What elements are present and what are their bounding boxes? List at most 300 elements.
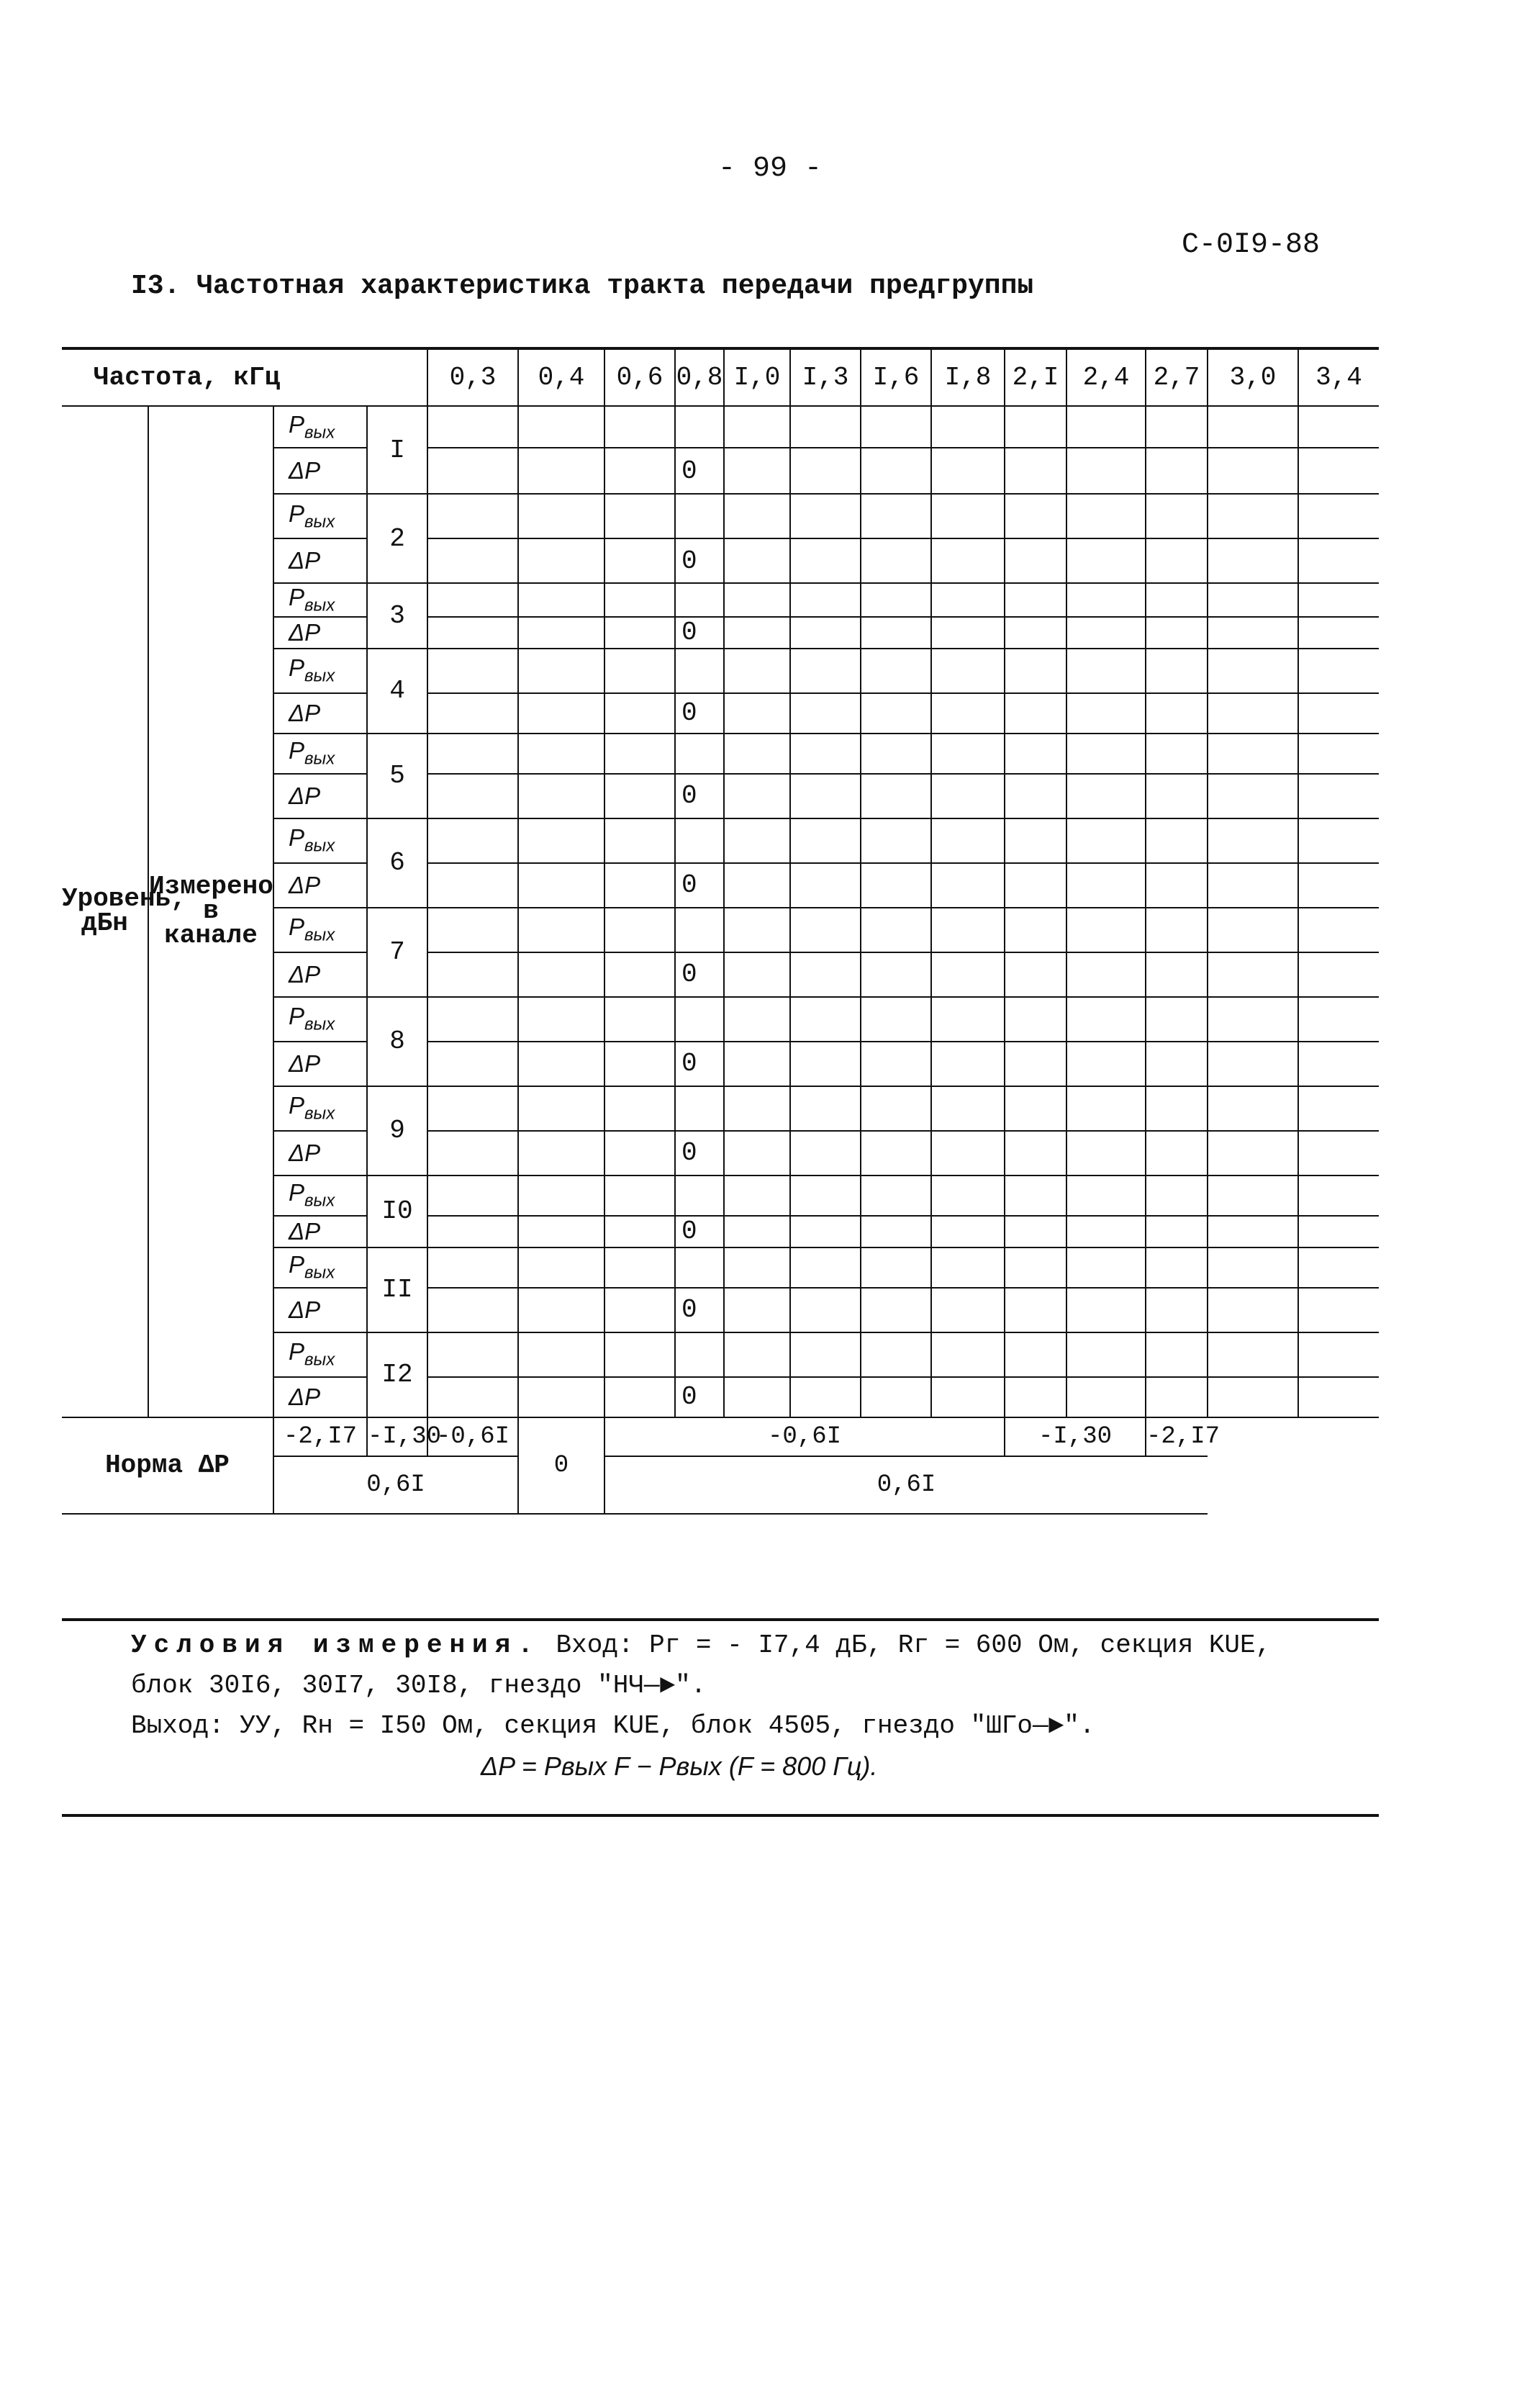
value-cell — [724, 494, 790, 538]
value-cell — [518, 1216, 604, 1247]
value-cell — [1066, 617, 1146, 649]
value-cell — [1208, 1216, 1298, 1247]
reference-zero: 0 — [675, 1288, 724, 1332]
value-cell — [1208, 1042, 1298, 1086]
value-cell — [931, 583, 1005, 617]
value-cell — [724, 583, 790, 617]
value-cell — [1005, 818, 1066, 863]
value-cell — [604, 1086, 675, 1131]
value-cell — [1005, 538, 1066, 583]
value-cell — [518, 774, 604, 818]
value-cell — [1066, 494, 1146, 538]
norm-label: Норма ΔP — [62, 1417, 273, 1514]
value-cell — [931, 693, 1005, 734]
value-cell — [790, 1216, 861, 1247]
reference-zero: 0 — [675, 448, 724, 494]
value-cell — [1146, 1176, 1208, 1216]
value-cell — [1005, 494, 1066, 538]
value-cell — [724, 406, 790, 448]
frequency-cell: I,0 — [724, 350, 790, 406]
value-cell — [1005, 863, 1066, 908]
param-delta-p: ΔP — [273, 1288, 367, 1332]
value-cell — [1298, 1216, 1379, 1247]
value-cell — [931, 734, 1005, 774]
value-cell — [1208, 617, 1298, 649]
value-cell — [604, 997, 675, 1042]
param-subscript: вых — [304, 512, 335, 532]
value-cell — [1146, 583, 1208, 617]
value-cell — [861, 1377, 931, 1417]
value-cell — [675, 1332, 724, 1377]
value-cell — [427, 1176, 518, 1216]
value-cell — [1298, 583, 1379, 617]
value-cell — [861, 1042, 931, 1086]
value-cell — [931, 494, 1005, 538]
value-cell — [1005, 1176, 1066, 1216]
param-symbol: P — [289, 500, 305, 527]
value-cell — [427, 1377, 518, 1417]
param-delta-p: ΔP — [273, 1042, 367, 1086]
value-cell — [790, 448, 861, 494]
frequency-cell: I,8 — [931, 350, 1005, 406]
param-delta-p: ΔP — [273, 774, 367, 818]
measured-label: Измерено в канале — [148, 406, 273, 1417]
value-cell — [931, 1086, 1005, 1131]
value-cell — [1066, 649, 1146, 693]
value-cell — [790, 538, 861, 583]
norm-row — [62, 1417, 1379, 1456]
value-cell — [1146, 952, 1208, 997]
value-cell — [427, 952, 518, 997]
value-cell — [1298, 693, 1379, 734]
value-cell — [861, 406, 931, 448]
value-cell — [518, 649, 604, 693]
value-cell — [1066, 1332, 1146, 1377]
norm-value: -2,I7 — [1146, 1417, 1208, 1456]
value-cell — [724, 448, 790, 494]
value-cell — [1208, 693, 1298, 734]
value-cell — [861, 863, 931, 908]
value-cell — [675, 406, 724, 448]
value-cell — [724, 1216, 790, 1247]
value-cell — [1066, 818, 1146, 863]
value-cell — [931, 1288, 1005, 1332]
value-cell — [1298, 952, 1379, 997]
value-cell — [604, 952, 675, 997]
frequency-cell: 2,7 — [1146, 350, 1208, 406]
value-cell — [1208, 406, 1298, 448]
value-cell — [604, 1042, 675, 1086]
value-cell — [931, 863, 1005, 908]
value-cell — [427, 997, 518, 1042]
value-cell — [931, 1377, 1005, 1417]
reference-zero: 0 — [675, 952, 724, 997]
value-cell — [724, 1332, 790, 1377]
value-cell — [1005, 649, 1066, 693]
value-cell — [724, 617, 790, 649]
value-cell — [861, 494, 931, 538]
value-cell — [1298, 734, 1379, 774]
value-cell — [931, 406, 1005, 448]
conditions-line-2: блок 30I6, 30I7, 30I8, гнездо "НЧ—►". — [131, 1671, 707, 1700]
value-cell — [1146, 774, 1208, 818]
value-cell — [518, 1086, 604, 1131]
param-symbol: P — [289, 654, 305, 682]
value-cell — [427, 1332, 518, 1377]
value-cell — [1005, 583, 1066, 617]
conditions-line-3: Выход: УУ, Rн = I50 Ом, секция KUE, блок 4505, гнездо "ШГо—►". — [131, 1711, 1095, 1741]
tolerance-value: 0,6I — [604, 1456, 1208, 1514]
value-cell — [1005, 406, 1066, 448]
value-cell — [675, 583, 724, 617]
value-cell — [427, 1288, 518, 1332]
param-p-out — [273, 1086, 367, 1131]
param-subscript: вых — [304, 749, 335, 769]
channel-number: I — [367, 406, 427, 494]
value-cell — [790, 583, 861, 617]
value-cell — [1066, 1288, 1146, 1332]
value-cell — [1208, 1377, 1298, 1417]
value-cell — [604, 1247, 675, 1288]
param-symbol: P — [289, 737, 305, 764]
value-cell — [427, 538, 518, 583]
value-cell — [1298, 774, 1379, 818]
value-cell — [604, 1332, 675, 1377]
value-cell — [427, 406, 518, 448]
value-cell — [931, 908, 1005, 952]
value-cell — [790, 863, 861, 908]
value-cell — [790, 1377, 861, 1417]
conditions-input: Вход: Pг = - I7,4 дБ, Rг = 600 Ом, секция KUE, — [556, 1630, 1272, 1660]
value-cell — [724, 1131, 790, 1176]
value-cell — [1066, 1247, 1146, 1288]
value-cell — [1298, 1377, 1379, 1417]
value-cell — [675, 649, 724, 693]
value-cell — [1005, 448, 1066, 494]
value-cell — [427, 1247, 518, 1288]
param-delta-p: ΔP — [273, 952, 367, 997]
value-cell — [427, 1131, 518, 1176]
param-p-out — [273, 649, 367, 693]
value-cell — [604, 908, 675, 952]
value-cell — [861, 818, 931, 863]
value-cell — [427, 818, 518, 863]
value-cell — [1005, 952, 1066, 997]
value-cell — [1146, 734, 1208, 774]
value-cell — [1298, 448, 1379, 494]
channel-number: 9 — [367, 1086, 427, 1176]
value-cell — [1146, 1247, 1208, 1288]
value-cell — [724, 1176, 790, 1216]
value-cell — [1208, 774, 1298, 818]
reference-zero: 0 — [675, 863, 724, 908]
value-cell — [861, 734, 931, 774]
value-cell — [861, 448, 931, 494]
value-cell — [1146, 863, 1208, 908]
reference-zero: 0 — [675, 1042, 724, 1086]
value-cell — [1066, 1216, 1146, 1247]
channel-number: I0 — [367, 1176, 427, 1247]
value-cell — [1208, 818, 1298, 863]
value-cell — [518, 617, 604, 649]
reference-zero: 0 — [675, 1131, 724, 1176]
value-cell — [604, 448, 675, 494]
param-delta-p: ΔP — [273, 863, 367, 908]
value-cell — [675, 908, 724, 952]
value-cell — [1066, 734, 1146, 774]
table-row — [62, 406, 1379, 448]
frequency-cell: 3,0 — [1208, 350, 1298, 406]
value-cell — [790, 1332, 861, 1377]
value-cell — [861, 908, 931, 952]
value-cell — [427, 1216, 518, 1247]
value-cell — [790, 494, 861, 538]
value-cell — [518, 818, 604, 863]
value-cell — [675, 1086, 724, 1131]
value-cell — [1208, 538, 1298, 583]
channel-number: 8 — [367, 997, 427, 1086]
value-cell — [1005, 1332, 1066, 1377]
value-cell — [724, 734, 790, 774]
param-p-out — [273, 818, 367, 863]
value-cell — [518, 1377, 604, 1417]
param-p-out — [273, 1176, 367, 1216]
norm-value: -0,6I — [427, 1417, 518, 1456]
value-cell — [518, 448, 604, 494]
value-cell — [724, 997, 790, 1042]
param-symbol: P — [289, 1338, 305, 1366]
param-subscript: вых — [304, 1191, 335, 1211]
value-cell — [604, 649, 675, 693]
value-cell — [931, 649, 1005, 693]
value-cell — [518, 494, 604, 538]
value-cell — [1208, 908, 1298, 952]
value-cell — [604, 1288, 675, 1332]
value-cell — [931, 1042, 1005, 1086]
value-cell — [724, 1288, 790, 1332]
value-cell — [604, 494, 675, 538]
value-cell — [604, 734, 675, 774]
param-symbol: P — [289, 1251, 305, 1278]
value-cell — [604, 538, 675, 583]
value-cell — [604, 1176, 675, 1216]
param-symbol: P — [289, 584, 305, 610]
norm-reference-zero: 0 — [518, 1417, 604, 1514]
value-cell — [427, 863, 518, 908]
frequency-header: Частота, кГц — [62, 350, 427, 406]
value-cell — [604, 774, 675, 818]
value-cell — [790, 1247, 861, 1288]
value-cell — [1066, 1086, 1146, 1131]
value-cell — [1005, 734, 1066, 774]
param-delta-p: ΔP — [273, 448, 367, 494]
value-cell — [724, 1377, 790, 1417]
param-symbol: P — [289, 1003, 305, 1030]
value-cell — [790, 1288, 861, 1332]
param-p-out — [273, 406, 367, 448]
value-cell — [518, 863, 604, 908]
value-cell — [724, 1086, 790, 1131]
value-cell — [1066, 406, 1146, 448]
value-cell — [518, 583, 604, 617]
channel-number: 4 — [367, 649, 427, 734]
value-cell — [1146, 649, 1208, 693]
value-cell — [518, 1247, 604, 1288]
value-cell — [1146, 406, 1208, 448]
frequency-cell: 2,I — [1005, 350, 1066, 406]
value-cell — [1298, 538, 1379, 583]
value-cell — [1005, 774, 1066, 818]
value-cell — [1005, 1131, 1066, 1176]
frequency-cell: 0,4 — [518, 350, 604, 406]
reference-zero: 0 — [675, 1216, 724, 1247]
channel-number: 6 — [367, 818, 427, 908]
value-cell — [931, 1247, 1005, 1288]
value-cell — [1208, 583, 1298, 617]
value-cell — [861, 538, 931, 583]
value-cell — [1146, 448, 1208, 494]
channel-number: II — [367, 1247, 427, 1332]
value-cell — [861, 1332, 931, 1377]
value-cell — [1298, 494, 1379, 538]
param-subscript: вых — [304, 1263, 335, 1283]
channel-number: 2 — [367, 494, 427, 583]
value-cell — [1208, 1086, 1298, 1131]
value-cell — [861, 774, 931, 818]
param-delta-p: ΔP — [273, 1216, 367, 1247]
value-cell — [675, 734, 724, 774]
value-cell — [1208, 448, 1298, 494]
value-cell — [1146, 1086, 1208, 1131]
value-cell — [1005, 1216, 1066, 1247]
value-cell — [1298, 1042, 1379, 1086]
value-cell — [724, 693, 790, 734]
value-cell — [604, 1216, 675, 1247]
reference-zero: 0 — [675, 538, 724, 583]
param-symbol: P — [289, 824, 305, 852]
value-cell — [518, 693, 604, 734]
frequency-response-table — [62, 350, 1379, 1515]
value-cell — [861, 583, 931, 617]
value-cell — [861, 1247, 931, 1288]
value-cell — [1005, 1288, 1066, 1332]
value-cell — [790, 1176, 861, 1216]
value-cell — [790, 649, 861, 693]
value-cell — [1298, 997, 1379, 1042]
value-cell — [931, 952, 1005, 997]
value-cell — [724, 1042, 790, 1086]
value-cell — [427, 734, 518, 774]
value-cell — [861, 617, 931, 649]
value-cell — [1066, 1176, 1146, 1216]
value-cell — [1005, 1042, 1066, 1086]
value-cell — [790, 1086, 861, 1131]
value-cell — [790, 693, 861, 734]
value-cell — [1298, 863, 1379, 908]
channel-number: I2 — [367, 1332, 427, 1417]
value-cell — [518, 1176, 604, 1216]
value-cell — [1146, 908, 1208, 952]
value-cell — [931, 1216, 1005, 1247]
value-cell — [427, 1086, 518, 1131]
tolerance-value: 0,6I — [273, 1456, 518, 1514]
value-cell — [1208, 734, 1298, 774]
table-title: I3. Частотная характеристика тракта передачи предгруппы — [131, 271, 1034, 302]
norm-value: -I,30 — [367, 1417, 427, 1456]
param-p-out — [273, 997, 367, 1042]
value-cell — [1208, 494, 1298, 538]
param-delta-p: ΔP — [273, 1131, 367, 1176]
value-cell — [790, 617, 861, 649]
value-cell — [518, 997, 604, 1042]
param-p-out — [273, 583, 367, 617]
value-cell — [1208, 1288, 1298, 1332]
value-cell — [1298, 1176, 1379, 1216]
value-cell — [427, 774, 518, 818]
norm-value: -2,I7 — [273, 1417, 367, 1456]
value-cell — [724, 649, 790, 693]
frequency-cell: I,6 — [861, 350, 931, 406]
value-cell — [518, 734, 604, 774]
value-cell — [1146, 818, 1208, 863]
header-row — [62, 350, 1379, 406]
value-cell — [518, 1042, 604, 1086]
value-cell — [604, 617, 675, 649]
value-cell — [1005, 908, 1066, 952]
conditions-heading: Условия измерения. — [131, 1630, 540, 1660]
value-cell — [790, 908, 861, 952]
conditions-line-1 — [131, 1625, 1369, 1666]
value-cell — [931, 448, 1005, 494]
value-cell — [604, 406, 675, 448]
value-cell — [1146, 693, 1208, 734]
value-cell — [1005, 997, 1066, 1042]
value-cell — [1066, 908, 1146, 952]
value-cell — [790, 952, 861, 997]
value-cell — [1005, 1247, 1066, 1288]
measurement-conditions — [131, 1625, 1369, 1787]
value-cell — [1146, 1288, 1208, 1332]
value-cell — [790, 774, 861, 818]
value-cell — [861, 693, 931, 734]
value-cell — [427, 494, 518, 538]
param-subscript: вых — [304, 925, 335, 945]
value-cell — [1005, 1377, 1066, 1417]
channel-number: 7 — [367, 908, 427, 997]
value-cell — [861, 1131, 931, 1176]
value-cell — [1208, 1176, 1298, 1216]
param-delta-p: ΔP — [273, 693, 367, 734]
page-number: - 99 - — [717, 153, 823, 185]
frequency-cell: 2,4 — [1066, 350, 1146, 406]
document-id: С-0I9-88 — [1182, 229, 1321, 261]
value-cell — [1066, 1042, 1146, 1086]
value-cell — [861, 1216, 931, 1247]
value-cell — [1146, 1131, 1208, 1176]
reference-zero: 0 — [675, 774, 724, 818]
value-cell — [1066, 538, 1146, 583]
page-bottom-rule — [62, 1814, 1379, 1817]
value-cell — [724, 863, 790, 908]
param-p-out — [273, 1247, 367, 1288]
value-cell — [790, 734, 861, 774]
value-cell — [1146, 1332, 1208, 1377]
reference-zero: 0 — [675, 1377, 724, 1417]
value-cell — [790, 997, 861, 1042]
value-cell — [931, 617, 1005, 649]
value-cell — [1146, 1042, 1208, 1086]
value-cell — [1146, 494, 1208, 538]
